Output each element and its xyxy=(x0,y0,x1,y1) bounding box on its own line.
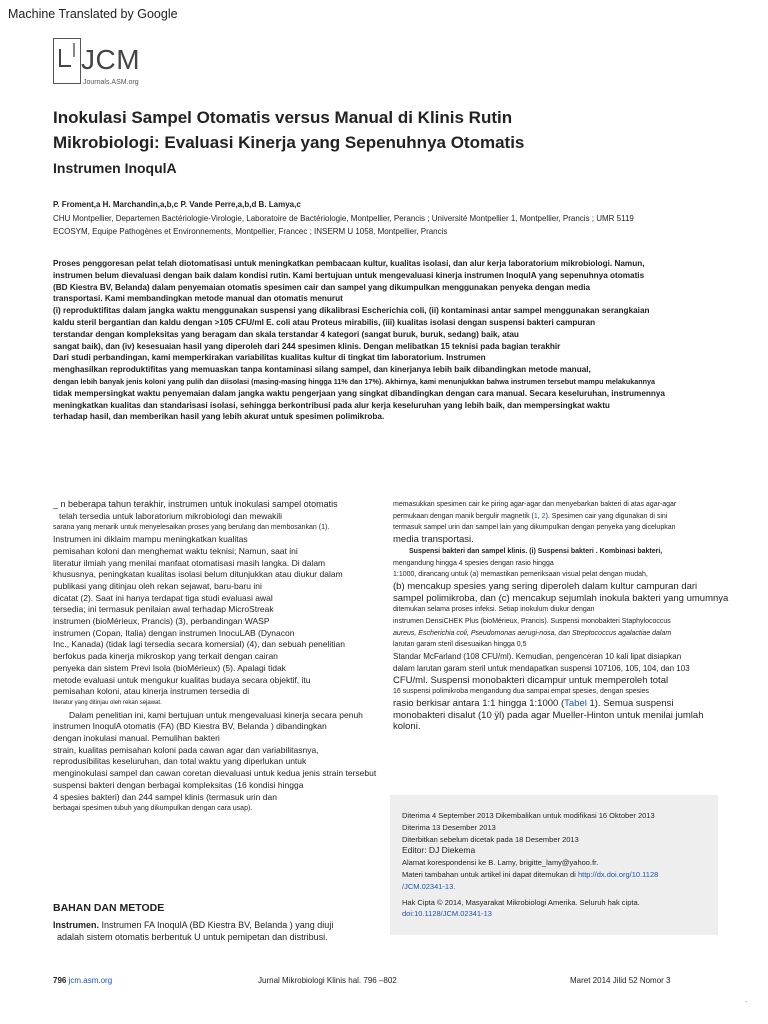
methods-text xyxy=(53,919,333,943)
journal-logo-url: Journals.ASM.org xyxy=(83,79,139,86)
supplemental-link-continued[interactable]: /JCM.02341-13. xyxy=(402,881,456,891)
methods-line: adalah sistem otomatis berbentuk U untuk pemipetan dan distribusi. xyxy=(57,932,328,942)
body-line: Standar McFarland (108 CFU/ml). Kemudian, pengenceran 10 kali lipat disiapkan xyxy=(393,652,682,662)
body-line: Inc., Kanada) (tidak lagi tersedia secara komersial) (4), dan sebuah penelitian xyxy=(53,639,345,650)
body-line: literatur ilmiah yang menilai manfaat otomatisasi masih langka. Di dalam xyxy=(53,557,326,568)
methods-line xyxy=(53,919,333,931)
body-line: dalam larutan garam steril untuk mendapatkan suspensi 107106, 105, 104, dan 103 xyxy=(393,663,690,673)
article-info-content xyxy=(402,810,658,920)
body-line: _ n beberapa tahun terakhir, instrumen untuk inokulasi sampel otomatis xyxy=(53,499,338,509)
body-line: literatur yang ditinjau oleh rekan sejawat. xyxy=(53,699,162,706)
article-title-line-3: Instrumen InoqulA xyxy=(53,160,177,176)
body-line: aureus, Escherichia coli, Pseudomonas aerugi-nosa, dan Streptococcus agalactiae dalam xyxy=(393,629,672,637)
abstract-line: terstandar dengan kompleksitas yang beragam dan skala terstandar 4 kategori (sangat buruk, buruk, sedang) baik, atau xyxy=(53,329,519,339)
affiliation-line: ECOSYM, Equipe Pathogènes et Environnements, Montpellier, Francec ; INSERM U 1058, Montpellier, Prancis xyxy=(53,226,448,236)
body-line: 1:1000, dirancang untuk (a) memastikan pemeriksaan visual pelat dengan mudah, xyxy=(393,571,648,579)
body-line: penyeka dan sistem Previ Isola (bioMérieux) (5). Apalagi tidak xyxy=(53,662,286,673)
footer-page xyxy=(53,976,112,985)
body-line: termasuk sampel urin dan sampel lain yang dikumpulkan dengan penyeka yang dicelupkan xyxy=(393,524,676,532)
table-link[interactable]: Tabel xyxy=(564,697,587,709)
abstract-line: sangat baik), dan (iv) kesesuaian hasil yang diperoleh dari 244 spesimen klinis. Dengan melibatkan 15 teknisi pada bagian terakhir xyxy=(53,341,561,351)
body-line: CFU/ml. Suspensi monobakteri dicampur untuk memperoleh total xyxy=(393,674,669,686)
body-line: (b) mencakup spesies yang sering diperoleh dalam kultur campuran dari xyxy=(393,580,698,592)
methods-label: Instrumen. xyxy=(53,920,100,930)
body-line: 4 spesies bakteri) dan 244 sampel klinis (termasuk urin dan xyxy=(53,791,277,802)
body-line: 16 suspensi polimikroba mengandung dua sampai empat spesies, dengan spesies xyxy=(393,688,650,696)
received-date: Diterima 4 September 2013 Dikembalikan untuk modifikasi 16 Oktober 2013 xyxy=(402,811,655,820)
abstract-line: terhadap hasil, dan memberikan hasil yang lebih akurat untuk spesimen polimikroba. xyxy=(53,412,385,422)
body-line: larutan garam steril disesuaikan hingga 0,5 xyxy=(393,641,527,649)
journal-logo[interactable] xyxy=(53,38,143,88)
abstract-line: menghasilkan reproduktifitas yang memuaskan tanpa kontaminasi silang sampel, dan kinerjanya lebih baik dibandingkan metode manual, xyxy=(53,365,591,375)
journal-logo-icon xyxy=(53,38,81,84)
body-text: rasio berkisar antara 1:1 hingga 1:1000 ( xyxy=(393,697,565,709)
journal-site-link[interactable]: jcm.asm.org xyxy=(68,976,113,985)
methods-text-line: Instrumen FA InoqulA (BD Kiestra BV, Belanda ) yang diuji xyxy=(99,920,334,930)
body-line: strain, kualitas pemisahan koloni pada cawan agar dan variabilitasnya, xyxy=(53,744,319,755)
affiliation-line: CHU Montpellier, Departemen Bactériologie-Virologie, Laboratoire de Bactériologie, Montpellier, Perancis ; Université Montpellier 1, Montpellier, Prancis ; UMR 5119 xyxy=(53,214,634,223)
body-text: permukaan dengan manik bergulir magnetik ( xyxy=(393,512,534,520)
body-line: berfokus pada kinerja mikroskop yang terkait dengan cairan xyxy=(53,651,278,662)
reference-link[interactable]: 1 xyxy=(533,512,538,520)
abstract-line: tidak mempersingkat waktu penyemaian dalam jangka waktu pengerjaan yang singkat dibandingkan dengan cara manual. Secara keseluruhan, instrumennya xyxy=(53,388,665,398)
body-line: instrumen (bioMérieux, Prancis) (3), perbandingan WASP xyxy=(53,616,270,627)
body-line: monobakteri disalut (10 ÿl) pada agar Mueller-Hinton untuk menilai jumlah xyxy=(393,709,704,721)
body-line: dengan inokulasi manual. Pemulihan bakteri xyxy=(53,733,220,744)
machine-translated-label: Machine Translated by Google xyxy=(8,7,178,21)
body-line xyxy=(393,698,723,710)
body-line: mengandung hingga 4 spesies dengan rasio hingga xyxy=(393,559,554,567)
abstract-line: meningkatkan kualitas dan standarisasi isolasi, sehingga berkontribusi pada alur kerja keseluruhan yang lebih baik, dan mempersingkat waktu xyxy=(53,400,610,410)
abstract-line: (i) reproduktifitas dalam jangka waktu menggunakan suspensi yang dikalibrasi Escherichia coli, (ii) kontaminasi antar sampel menggunakan serangkaian xyxy=(53,306,650,316)
body-line: menginokulasi sampel dan cawan coretan dievaluasi untuk kedua jenis strain tersebut xyxy=(53,768,377,779)
body-line: koloni. xyxy=(393,721,421,733)
body-line: instrumen (Copan, Italia) dengan instrumen InocuLAB (Dynacon xyxy=(53,627,295,638)
abstract-line: Dari studi perbandingan, kami memperkirakan variabilitas kualitas kultur di tingkat tim laboratorium. Instrumen xyxy=(53,353,486,363)
footer-journal: Jurnal Mikrobiologi Klinis hal. 796 –802 xyxy=(258,976,397,985)
authors: P. Froment,a H. Marchandin,a,b,c P. Vande Perre,a,b,d B. Lamya,c xyxy=(53,200,301,209)
editor: Editor: DJ Diekema xyxy=(402,845,476,856)
supplemental-material xyxy=(402,869,658,881)
accepted-date: Diterima 13 Desember 2013 xyxy=(402,822,496,832)
body-line: instrumen DensiCHEK Plus (bioMérieux, Prancis). Suspensi monobakteri Staphylococcus xyxy=(393,618,671,626)
abstract-line: instrumen belum dievaluasi dengan baik dalam kondisi rutin. Kami bertujuan untuk mengevaluasi kinerja instrumen InoqulA yang sepenuhnya otomatis xyxy=(53,270,645,280)
body-line: Dalam penelitian ini, kami bertujuan untuk mengevaluasi kinerja secara penuh xyxy=(69,709,363,720)
journal-logo-text: JCM xyxy=(81,44,141,75)
article-title-line-2: Mikrobiologi: Evaluasi Kinerja yang Sepenuhnya Otomatis xyxy=(53,133,525,152)
body-line: berbagai spesimen tubuh yang dikumpulkan dengan cara usap). xyxy=(53,805,253,813)
abstract-line: (BD Kiestra BV, Belanda) dalam penyemaian otomatis spesimen cair dan sampel yang dikumpulkan menggunakan penyeka dengan media xyxy=(53,282,591,292)
body-line: media transportasi. xyxy=(393,534,474,546)
body-line: dicatat (2). Saat ini hanya terdapat tiga studi evaluasi awal xyxy=(53,592,273,603)
page-number: 796 xyxy=(53,976,67,985)
body-line: publikasi yang ditinjau oleh rekan sejawat, baru-baru ini xyxy=(53,580,262,591)
abstract-line: Proses penggoresan pelat telah diotomatisasi untuk meningkatkan pembacaan kultur, kualitas isolasi, dan alur kerja laboratorium mikrobiologi. Namun, xyxy=(53,259,645,268)
reference-link[interactable]: 2 xyxy=(541,512,546,520)
body-right-column xyxy=(393,499,729,733)
corner-mark: - xyxy=(745,997,748,1006)
abstract-line: kaldu steril bergantian dan kaldu dengan >105 CFU/ml E. coli atau Proteus mirabilis, (iii) kualitas isolasi dengan suspensi bakteri campuran xyxy=(53,317,596,327)
body-line: pemisahan koloni dan menghemat waktu teknisi; Namun, saat ini xyxy=(53,545,298,556)
body-line: ditemukan selama proses infeksi. Setiap inokulum diukur dengan xyxy=(393,606,595,614)
supplemental-link[interactable]: http://dx.doi.org/10.1128 xyxy=(577,869,659,879)
body-line: reprodusibilitas keseluruhan, dan total waktu yang diperlukan untuk xyxy=(53,756,307,767)
body-text: ). Spesimen cair yang digunakan di sini xyxy=(545,512,668,520)
supplemental-text: Materi tambahan untuk artikel ini dapat ditemukan di xyxy=(402,869,576,879)
footer-issue: Maret 2014 Jilid 52 Nomor 3 xyxy=(570,976,671,985)
body-line: Instrumen ini diklaim mampu meningkatkan kualitas xyxy=(53,534,248,545)
body-line: suspensi bakteri dengan berbagai kompleksitas (16 kondisi hingga xyxy=(53,779,304,790)
body-line: tersedia; ini termasuk penilaian awal terhadap MicroStreak xyxy=(53,604,274,615)
abstract-line: transportasi. Kami membandingkan metode manual dan otomatis menurut xyxy=(53,294,343,304)
body-left-column xyxy=(53,499,383,815)
abstract xyxy=(53,258,743,423)
body-line: memasukkan spesimen cair ke piring agar-agar dan menyebarkan bakteri di atas agar-agar xyxy=(393,501,677,508)
affiliation xyxy=(53,213,713,238)
section-subheading: Suspensi bakteri dan sampel klinis. (i) Suspensi bakteri . Kombinasi bakteri, xyxy=(409,547,663,555)
body-line: sarana yang menarik untuk menyelesaikan proses yang berulang dan membosankan (1). xyxy=(53,524,330,532)
correspondence: Alamat korespondensi ke B. Lamy, brigitte_lamy@yahoo.fr. xyxy=(402,858,599,868)
body-text: 1). Semua suspensi xyxy=(586,697,674,709)
body-line: metode evaluasi untuk mengukur kualitas budaya secara objektif, itu xyxy=(53,674,311,685)
doi-link[interactable]: doi:10.1128/JCM.02341-13 xyxy=(402,909,492,919)
methods-heading: BAHAN DAN METODE xyxy=(53,902,165,914)
abstract-line: dengan lebih banyak jenis koloni yang pulih dan diisolasi (masing-masing hingga 11% dan 17%). Akhirnya, kami menunjukkan bahwa instrumen tersebut mampu melakukannya xyxy=(53,376,656,386)
body-line: pemisahan koloni, atau kinerja instrumen tersedia di xyxy=(53,686,250,697)
body-text: , xyxy=(537,512,542,520)
published-date: Diterbitkan sebelum dicetak pada 18 Desember 2013 xyxy=(402,834,579,844)
body-line: instrumen InoqulA otomatis (FA) (BD Kiestra BV, Belanda ) dibandingkan xyxy=(53,721,327,732)
body-line: telah tersedia untuk laboratorium mikrobiologi dan mewakili xyxy=(59,510,283,521)
body-line xyxy=(393,511,723,523)
copyright: Hak Cipta © 2014, Masyarakat Mikrobiologi Amerika. Seluruh hak cipta. xyxy=(402,897,640,907)
body-line: sampel polimikroba, dan (c) mencakup sejumlah inokula bakteri yang umumnya xyxy=(393,592,729,604)
article-title-line-1: Inokulasi Sampel Otomatis versus Manual di Klinis Rutin xyxy=(53,108,513,127)
body-line: khususnya, peningkatan kualitas isolasi belum ditunjukkan atau diukur dalam xyxy=(53,569,343,580)
